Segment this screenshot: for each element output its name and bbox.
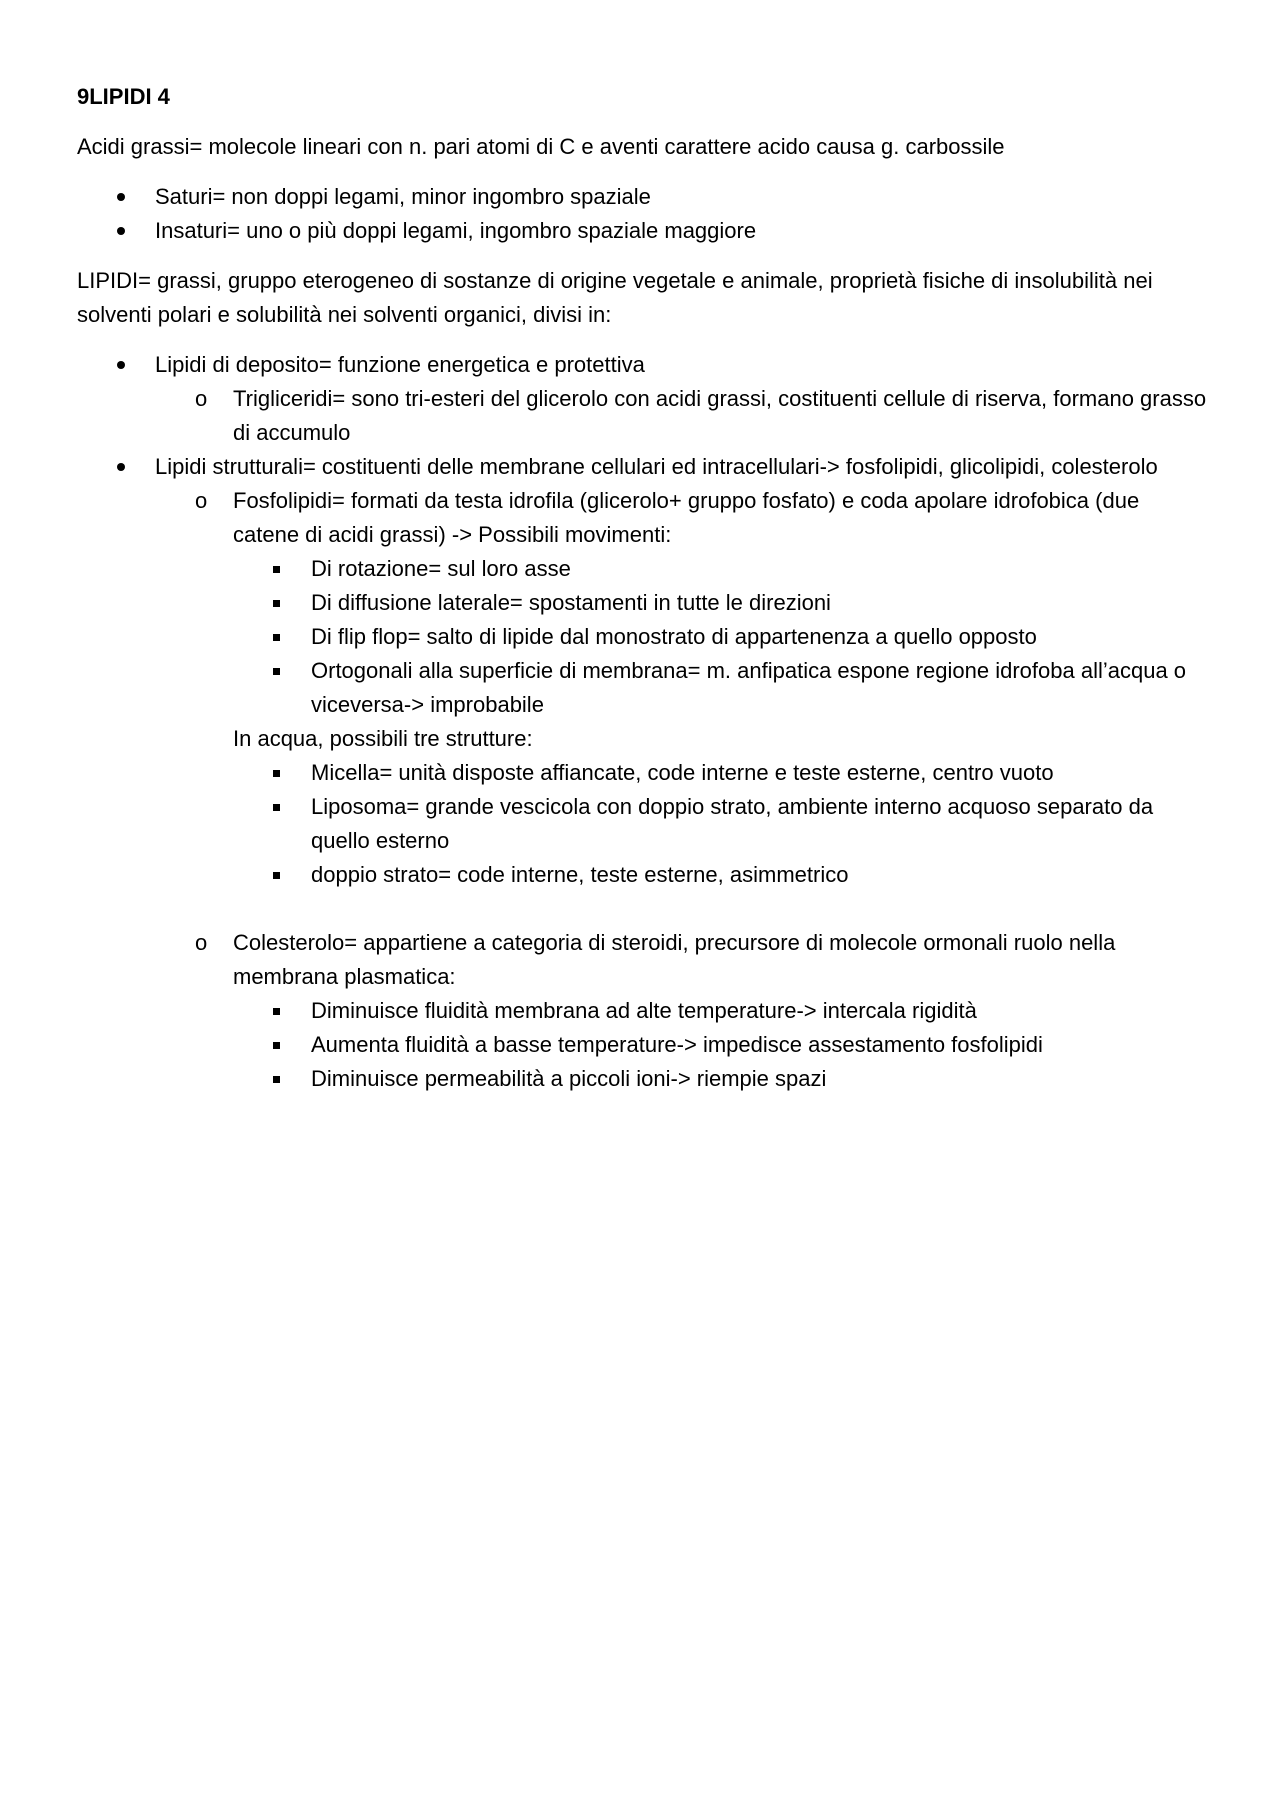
list-item — [233, 654, 1207, 722]
list-item-text: Di diffusione laterale= spostamenti in tutte le direzioni — [311, 590, 831, 615]
list-item — [233, 790, 1207, 858]
list-item-text: Di rotazione= sul loro asse — [311, 556, 571, 581]
list-item-text: Lipidi strutturali= costituenti delle membrane cellulari ed intracellulari-> fosfolipidi, glicolipidi, colesterolo — [155, 454, 1158, 479]
document-body — [77, 80, 1207, 1112]
blank-line — [233, 892, 1207, 926]
list-item-strutturali — [77, 450, 1207, 1096]
square-bullet-icon — [273, 770, 280, 777]
circle-bullet-icon: o — [195, 930, 208, 955]
circle-bullet-icon: o — [195, 488, 208, 513]
square-bullet-icon — [273, 872, 280, 879]
list-item-text: Fosfolipidi= formati da testa idrofila (glicerolo+ gruppo fosfato) e coda apolare idrofobica (due catene di acidi grassi) -> Possibili movimenti: — [233, 488, 1140, 547]
list-item — [77, 214, 1207, 248]
bullet-icon — [117, 193, 125, 201]
list-item-text: Diminuisce permeabilità a piccoli ioni-> riempie spazi — [311, 1066, 827, 1091]
document-title: 9LIPIDI 4 — [77, 84, 170, 109]
colesterolo-effetti-list — [233, 994, 1207, 1096]
list-item-text: Ortogonali alla superficie di membrana= m. anfipatica espone regione idrofoba all’acqua o viceversa-> improbabile — [311, 658, 1187, 717]
list-item — [77, 180, 1207, 214]
list-item-fosfolipidi — [155, 484, 1207, 926]
lipidi-categories-list — [77, 348, 1207, 1096]
movimenti-list — [233, 552, 1207, 722]
list-item-text: Lipidi di deposito= funzione energetica e protettiva — [155, 352, 645, 377]
intro-paragraph: Acidi grassi= molecole lineari con n. pari atomi di C e aventi carattere acido causa g. carbossile — [77, 134, 1005, 159]
square-bullet-icon — [273, 1042, 280, 1049]
bullet-icon — [117, 463, 125, 471]
square-bullet-icon — [273, 804, 280, 811]
list-item — [233, 858, 1207, 892]
deposito-sublist — [155, 382, 1207, 450]
bullet-icon — [117, 227, 125, 235]
square-bullet-icon — [273, 668, 280, 675]
strutture-list — [233, 756, 1207, 892]
square-bullet-icon — [273, 634, 280, 641]
list-item — [233, 1028, 1207, 1062]
list-item-text: Di flip flop= salto di lipide dal monostrato di appartenenza a quello opposto — [311, 624, 1037, 649]
list-item-text: Saturi= non doppi legami, minor ingombro spaziale — [155, 184, 651, 209]
square-bullet-icon — [273, 600, 280, 607]
circle-bullet-icon: o — [195, 386, 208, 411]
list-item-deposito — [77, 348, 1207, 450]
list-item — [233, 586, 1207, 620]
list-item-colesterolo — [155, 926, 1207, 1096]
list-item — [233, 552, 1207, 586]
list-item-text: Aumenta fluidità a basse temperature-> impedisce assestamento fosfolipidi — [311, 1032, 1043, 1057]
bullet-icon — [117, 361, 125, 369]
list-item — [155, 382, 1207, 450]
square-bullet-icon — [273, 1076, 280, 1083]
acqua-label: In acqua, possibili tre strutture: — [233, 726, 533, 751]
list-item-text: Colesterolo= appartiene a categoria di steroidi, precursore di molecole ormonali ruolo nella membrana plasmatica: — [233, 930, 1116, 989]
list-item — [233, 620, 1207, 654]
list-item-text: Trigliceridi= sono tri-esteri del glicerolo con acidi grassi, costituenti cellule di riserva, formano grasso di accumulo — [233, 386, 1207, 445]
list-item — [233, 994, 1207, 1028]
list-item-text: doppio strato= code interne, teste esterne, asimmetrico — [311, 862, 849, 887]
strutturali-sublist — [155, 484, 1207, 1096]
lipidi-definition: LIPIDI= grassi, gruppo eterogeneo di sostanze di origine vegetale e animale, proprietà fisiche di insolubilità nei solventi polari e solubilità nei solventi organici, divisi in: — [77, 268, 1153, 327]
list-item-text: Micella= unità disposte affiancate, code interne e teste esterne, centro vuoto — [311, 760, 1054, 785]
list-item — [233, 1062, 1207, 1096]
list-item-text: Insaturi= uno o più doppi legami, ingombro spaziale maggiore — [155, 218, 757, 243]
list-item — [233, 756, 1207, 790]
square-bullet-icon — [273, 1008, 280, 1015]
square-bullet-icon — [273, 566, 280, 573]
list-item-text: Diminuisce fluidità membrana ad alte temperature-> intercala rigidità — [311, 998, 977, 1023]
list-item-text: Liposoma= grande vescicola con doppio strato, ambiente interno acquoso separato da quello esterno — [311, 794, 1154, 853]
fatty-acids-list — [77, 180, 1207, 248]
